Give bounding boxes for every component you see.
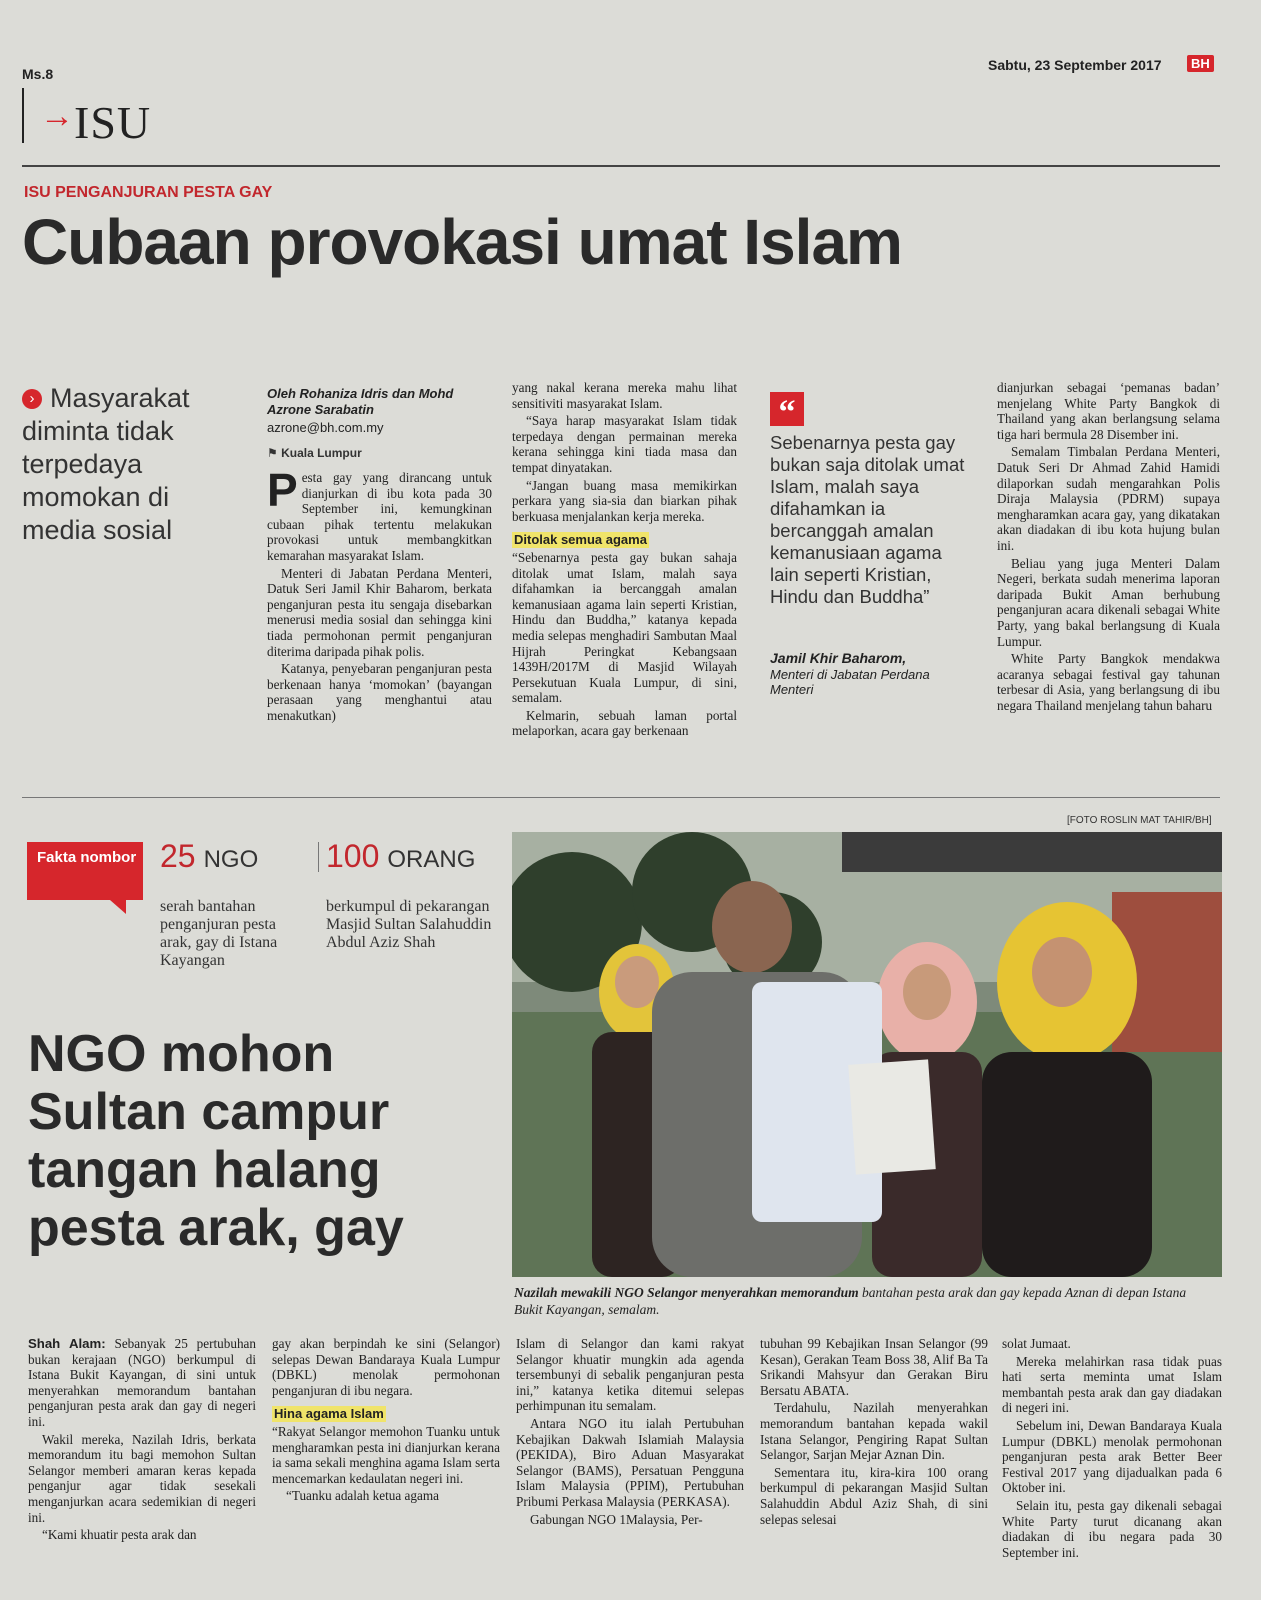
story-kicker: ISU PENGANJURAN PESTA GAY (24, 184, 273, 201)
article-paragraph: Beliau yang juga Menteri Dalam Negeri, berkata sudah menerima laporan daripada Bukit Aman berhubung penganjuran acara dikenali sebagai White Party, yang bakal berlangsung di Kuala Lumpur. (997, 555, 1220, 649)
article-paragraph: Antara NGO itu ialah Pertubuhan Kebajikan Dakwah Islamiah Malaysia (PEKIDA), Biro Aduan Masyarakat Selangor (BAMS), Persatuan Pengguna Islam Malaysia (PPIM), Pertubuhan Pribumi Perkasa Malaysia (PERKASA). (516, 1415, 744, 1509)
article-paragraph: “Saya harap masyarakat Islam tidak terpedaya dengan permainan mereka kerana sehingga kini tiada masa dan tempat dinyatakan. (512, 413, 737, 475)
article-paragraph: Katanya, penyebaran penganjuran pesta berkenaan hanya ‘momokan’ (bayangan perasaan yang menghantui atau menakutkan) (267, 661, 492, 723)
arrow-right-icon: → (40, 98, 74, 135)
article-paragraph: “Kami khuatir pesta arak dan (42, 1527, 197, 1543)
article-paragraph: Gabungan NGO 1Malaysia, Per- (530, 1511, 703, 1527)
author-email[interactable]: azrone@bh.com.my (267, 420, 384, 435)
article-paragraph: solat Jumaat. (1002, 1336, 1071, 1351)
fact-unit: NGO (203, 846, 259, 873)
subheading: Hina agama Islam (274, 1406, 384, 1422)
paragraph-text: Sebanyak 25 pertubuhan bukan kerajaan (NGO) berkumpul di Istana Bukit Kayangan, di sini untuk menyerahkan memorandum bantahan penganjuran pesta arak dan gay di negeri ini. (28, 1336, 256, 1429)
fact-number: 25 (160, 838, 196, 874)
article-paragraph: tubuhan 99 Kebajikan Insan Selangor (99 Kesan), Gerakan Team Boss 38, Alif Ba Ta Srikandi Mahsyur dan Gerakan Biru Bersatu ABATA. (760, 1336, 988, 1398)
article-paragraph: Wakil mereka, Nazilah Idris, berkata memorandum itu bagi memohon Sultan Selangor memberi amaran keras kepada penganjur agar tidak sesekali menganjurkan acara sedemikian di negeri ini. (28, 1431, 256, 1525)
article-column-s2-1 (28, 1336, 256, 1545)
article-paragraph (267, 464, 492, 564)
article-paragraph: “Jangan buang masa memikirkan perkara yang sia-sia dan biarkan pihak berkuasa menjalankan kerja mereka. (512, 477, 737, 524)
article-paragraph: Sebelum ini, Dewan Bandaraya Kuala Lumpur (DBKL) menolak permohonan penganjuran pesta arak Better Beer Festival 2017 yang dijadualkan pada 6 Oktober ini. (1002, 1417, 1222, 1496)
photo-credit: [FOTO ROSLIN MAT TAHIR/BH] (1067, 815, 1212, 826)
story-headline-2: NGO mohon Sultan campur tangan halang pesta arak, gay (28, 1025, 404, 1257)
caption-text: bantahan pesta arak dan gay kepada Aznan di depan Istana Bukit Kayangan, semalam. (514, 1285, 1187, 1317)
fact-number: 100 (326, 838, 380, 874)
article-column-s2-5 (1002, 1336, 1222, 1562)
article-paragraph: gay akan berpindah ke sini (Selangor) selepas Dewan Bandaraya Kuala Lumpur (DBKL) menolak permohonan penganjuran di ibu negara. (272, 1336, 500, 1398)
page-number: Ms.8 (22, 66, 54, 82)
fakta-nombor-badge: Fakta nombor (27, 842, 143, 900)
caption-lead: Nazilah mewakili NGO Selangor menyerahkan memorandum (514, 1285, 859, 1300)
fact-unit: ORANG (387, 846, 476, 873)
article-column-s2-3 (516, 1336, 744, 1529)
photo-illustration (512, 832, 1222, 1277)
drop-cap: P (267, 464, 298, 516)
article-paragraph: dianjurkan sebagai ‘pemanas badan’ menjelang White Party Bangkok di Thailand yang akan berlangsung selama tiga hari bermula 28 Disember ini. (997, 380, 1220, 442)
article-paragraph (28, 1336, 256, 1430)
dateline-2: Shah Alam: (28, 1336, 106, 1351)
article-paragraph: “Sebenarnya pesta gay bukan sahaja ditolak umat Islam, malah saya difahamkan ia bercanggah amalan kemanusiaan agama lain seperti Kristian, Hindu dan Buddha,” katanya kepada media selepas menghadiri Sambutan Maal Hijrah Peringkat Kebangsaan 1439H/2017M di Masjid Wilayah Persekutuan Kuala Lumpur, di sini, semalam. (512, 549, 737, 706)
fact-description: serah bantahan penganjuran pesta arak, gay di Istana Kayangan (160, 898, 278, 969)
article-paragraph: “Tuanku adalah ketua agama (286, 1488, 439, 1504)
article-paragraph: yang nakal kerana mereka mahu lihat sensitiviti masyarakat Islam. (512, 380, 737, 411)
subheading: Ditolak semua agama (514, 532, 647, 548)
standfirst-text: Masyarakat diminta tidak terpedaya momokan di media sosial (22, 383, 190, 545)
article-column-2 (512, 380, 737, 741)
article-column-s2-4 (760, 1336, 988, 1529)
article-column-s2-2 (272, 1336, 500, 1506)
pull-quote: Sebenarnya pesta gay bukan saja ditolak umat Islam, malah saya difahamkan ia bercanggah amalan kemanusiaan agama lain seperti Kristian, Hindu dan Buddha” (770, 432, 965, 607)
arrow-circle-icon: › (22, 389, 42, 409)
article-paragraph: Semalam Timbalan Perdana Menteri, Datuk Seri Dr Ahmad Zahid Hamidi dilaporkan sudah mengarahkan Polis Diraja Malaysia (PDRM) supaya mengharamkan acara gay, yang dikatakan akan diadakan di ibu kota hujung bulan ini. (997, 444, 1220, 553)
standfirst (22, 382, 242, 547)
section-title: ISU (74, 97, 152, 148)
article-paragraph: Islam di Selangor dan kami rakyat Selangor khuatir mungkin ada agenda tersembunyi di sebalik penganjuran pesta ini,” katanya ketika ditemui selepas perhimpunan itu semalam. (516, 1336, 744, 1414)
paragraph-text: esta gay yang dirancang untuk dianjurkan di ibu kota pada 30 September ini, kemungkinan cubaan pihak tertentu melakukan provokasi untuk membangkitkan kemarahan masyarakat Islam. (267, 470, 492, 563)
fact-item (160, 838, 310, 875)
dateline-text: Kuala Lumpur (281, 446, 362, 460)
masthead-divider (22, 88, 24, 143)
article-paragraph: Terdahulu, Nazilah menyerahkan memorandum bantahan kepada wakil Istana Selangor, Pengiring Rapat Sultan Selangor, Sarjan Mejar Aznan Din. (760, 1400, 988, 1463)
article-column-4 (997, 380, 1220, 715)
issue-date: Sabtu, 23 September 2017 (988, 57, 1162, 73)
article-paragraph: Menteri di Jabatan Perdana Menteri, Datuk Seri Jamil Khir Baharom, berkata penganjuran pesta itu sengaja disebarkan menerusi media sosial dan sehingga kini tiada permohonan permit penganjuran diterima daripada pihak polis. (267, 565, 492, 659)
byline: Oleh Rohaniza Idris dan Mohd Azrone Sarabatin (267, 386, 454, 417)
article-paragraph: Mereka melahirkan rasa tidak puas hati serta meminta umat Islam membantah pesta arak dan gay diadakan di negeri ini. (1002, 1353, 1222, 1416)
article-paragraph: “Rakyat Selangor memohon Tuanku untuk mengharamkan pesta ini dianjurkan kerana ia sama sekali menghina agama Islam serta mencemarkan kedaulatan negeri ini. (272, 1423, 500, 1486)
article-paragraph: Kelmarin, sebuah laman portal melaporkan, acara gay berkenaan (512, 707, 737, 739)
fact-divider (318, 842, 319, 872)
article-paragraph: Sementara itu, kira-kira 100 orang berkumpul di pekarangan Masjid Sultan Salahuddin Abdul Aziz Shah, di sini selepas selesai (760, 1464, 988, 1527)
article-column-1 (267, 464, 492, 726)
fact-description: berkumpul di pekarangan Masjid Sultan Salahuddin Abdul Aziz Shah (326, 898, 492, 951)
paper-logo: BH (1187, 55, 1214, 72)
quote-attribution-title: Menteri di Jabatan Perdana Menteri (770, 667, 930, 697)
news-photo (512, 832, 1222, 1277)
quote-attribution-name: Jamil Khir Baharom, (770, 650, 907, 666)
badge-tail (110, 900, 126, 914)
photo-caption (514, 1284, 1214, 1318)
article-paragraph: Selain itu, pesta gay dikenali sebagai White Party turut dicanang akan diadakan di ibu negara pada 30 September ini. (1002, 1497, 1222, 1560)
story-headline: Cubaan provokasi umat Islam (22, 206, 902, 278)
article-paragraph: White Party Bangkok mendakwa acaranya sebagai festival gay tahunan terbesar di Asia, yang berlangsung di ibu negara Thailand menjelang tahun baharu (997, 651, 1220, 713)
quote-icon: “ (770, 392, 804, 426)
dateline: ⚑ Kuala Lumpur (267, 446, 362, 460)
story-divider (22, 797, 1220, 798)
section-rule (22, 165, 1220, 167)
fact-item (326, 838, 506, 875)
